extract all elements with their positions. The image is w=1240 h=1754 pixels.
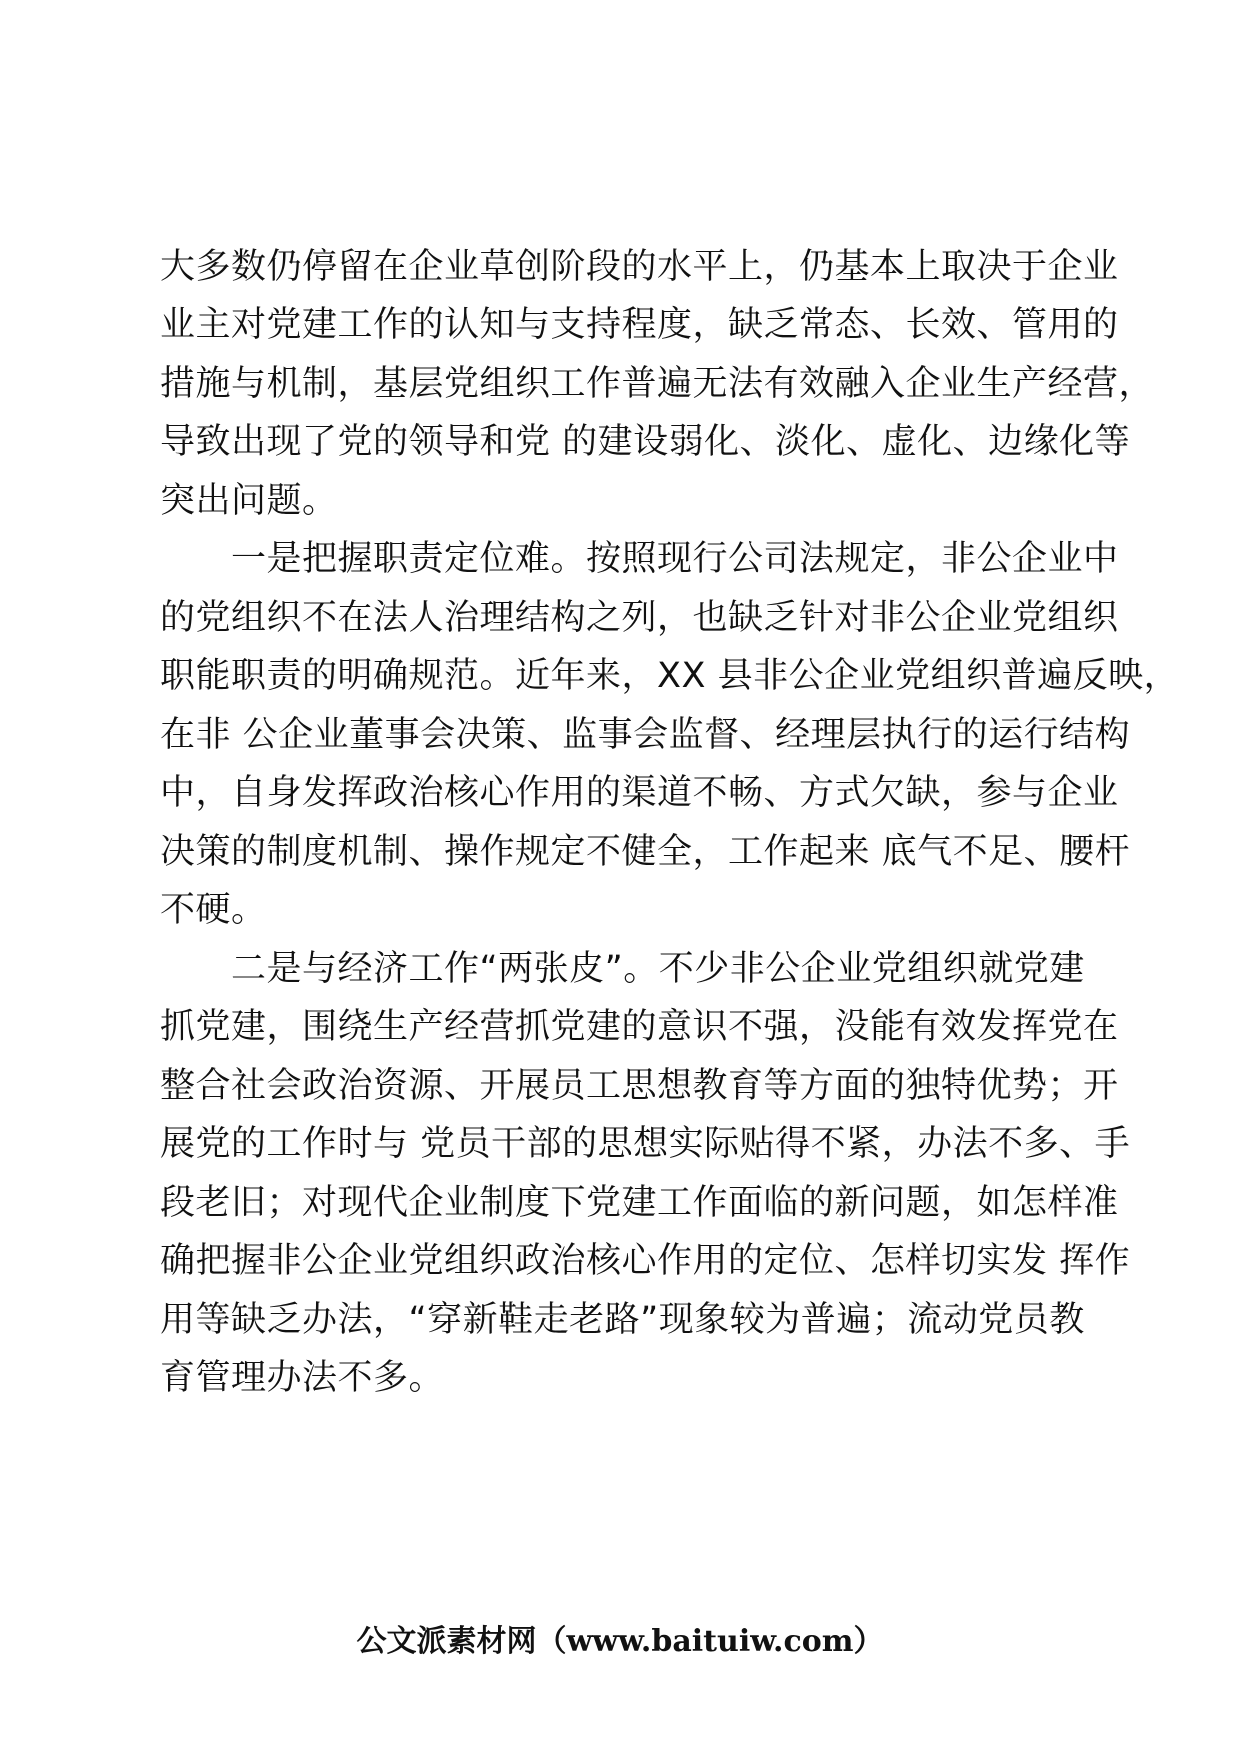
text-line: 的党组织不在法人治理结构之列，也缺乏针对非公企业党组织 — [160, 598, 1119, 638]
text-line: 在非 公企业董事会决策、监事会监督、经理层执行的运行结构 — [160, 715, 1131, 755]
text-line: 大多数仍停留在企业草创阶段的水平上，仍基本上取决于企业 — [160, 247, 1119, 287]
text-line: 一是把握职责定位难。按照现行公司法规定，非公企业中 — [160, 539, 1119, 579]
text-line: 二是与经济工作“两张皮”。不少非公企业党组织就党建 — [160, 949, 1085, 989]
text-line: 决策的制度机制、操作规定不健全，工作起来 底气不足、腰杆 — [160, 832, 1131, 872]
text-line: 用等缺乏办法，“穿新鞋走老路”现象较为普遍；流动党员教 — [160, 1300, 1085, 1340]
text-line: 不硬。 — [160, 890, 267, 930]
text-line: 中，自身发挥政治核心作用的渠道不畅、方式欠缺，参与企业 — [160, 773, 1119, 813]
text-line: 确把握非公企业党组织政治核心作用的定位、怎样切实发 挥作 — [160, 1241, 1131, 1281]
text-line: 展党的工作时与 党员干部的思想实际贴得不紧，办法不多、手 — [160, 1124, 1131, 1164]
text-line: 措施与机制，基层党组织工作普遍无法有效融入企业生产经营， — [160, 364, 1155, 404]
text-line: 业主对党建工作的认知与支持程度，缺乏常态、长效、管用的 — [160, 305, 1119, 345]
text-line: 导致出现了党的领导和党 的建设弱化、淡化、虚化、边缘化等 — [160, 422, 1131, 462]
text-line: 职能职责的明确规范。近年来，XX 县非公企业党组织普遍反映， — [160, 656, 1180, 696]
text-line: 段老旧；对现代企业制度下党建工作面临的新问题，如怎样准 — [160, 1183, 1119, 1223]
text-line: 突出问题。 — [160, 481, 338, 521]
text-line: 整合社会政治资源、开展员工思想教育等方面的独特优势；开 — [160, 1066, 1119, 1106]
text-line: 育管理办法不多。 — [160, 1358, 445, 1398]
text-line: 抓党建，围绕生产经营抓党建的意识不强，没能有效发挥党在 — [160, 1007, 1119, 1047]
footer-watermark: 公文派素材网（www.baituiw.com） — [356, 1624, 884, 1659]
